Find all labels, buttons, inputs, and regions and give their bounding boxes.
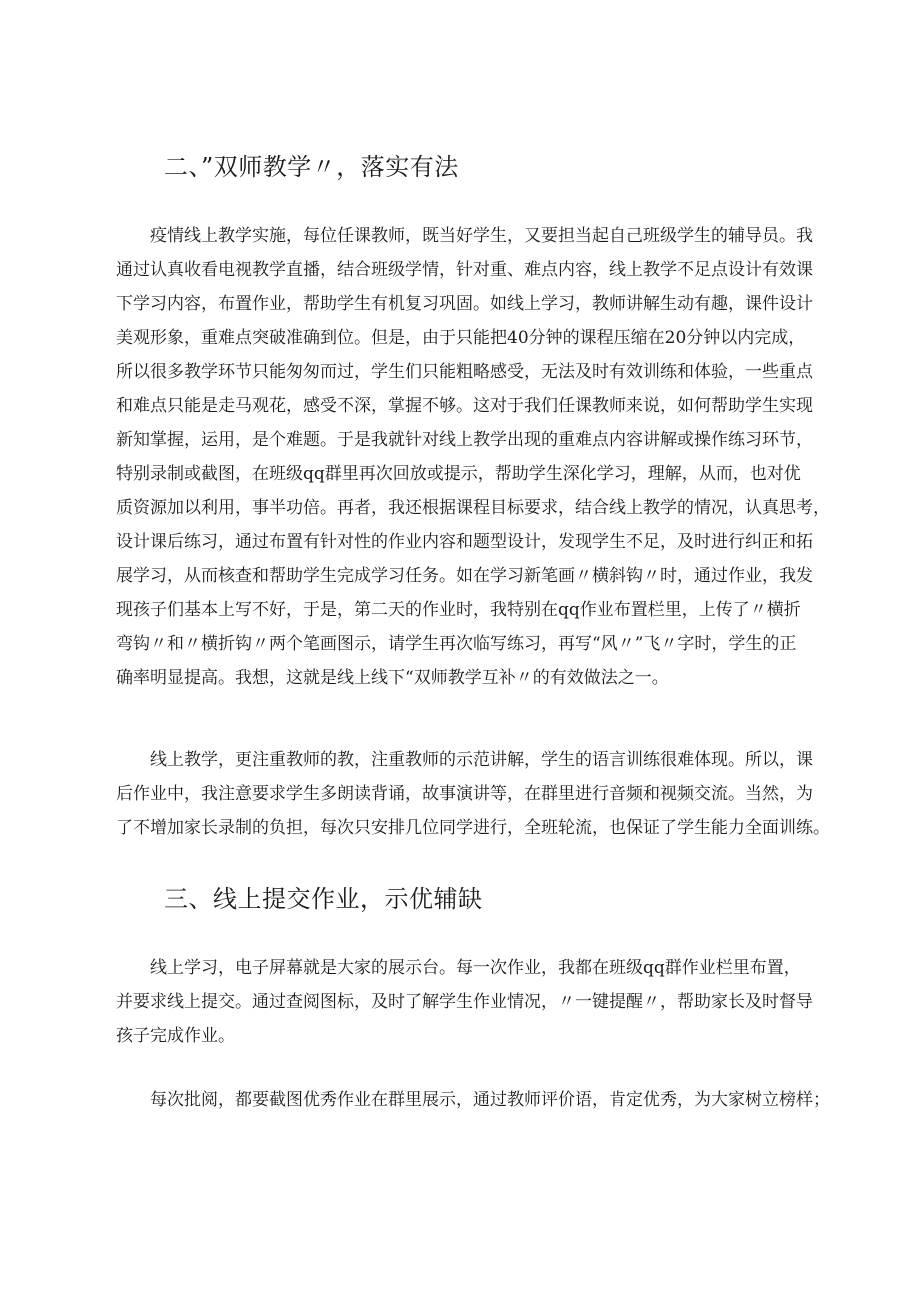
paragraph-line: 展学习，从而核查和帮助学生完成学习任务。如在学习新笔画〃横斜钩〃时，通过作业，我发 (116, 566, 813, 586)
paragraph-line: 通过认真收看电视教学直播，结合班级学情，针对重、难点内容，线上教学不足点设计有效课 (116, 260, 813, 280)
paragraph-line: 线上学习，电子屏幕就是大家的展示台。每一次作业，我都在班级qq群作业栏里布置， (150, 958, 801, 978)
paragraph (116, 219, 828, 695)
paragraph-line: 和难点只能是走马观花，感受不深，掌握不够。这对于我们任课教师来说，如何帮助学生实现 (116, 396, 813, 416)
paragraph-line: 设计课后练习，通过布置有针对性的作业内容和题型设计，发现学生不足，及时进行纠正和拓 (116, 532, 813, 552)
paragraph-line: 新知掌握，运用，是个难题。于是我就针对线上教学出现的重难点内容讲解或操作练习环节， (116, 430, 813, 450)
paragraph-line: 确率明显提高。我想，这就是线上线下“双师教学互补〃的有效做法之一。 (116, 668, 669, 688)
paragraph-line: 特别录制或截图，在班级qq群里再次回放或提示，帮助学生深化学习，理解，从而，也对优 (116, 464, 801, 484)
paragraph-line: 孩子完成作业。 (116, 1026, 235, 1046)
paragraph-line: 并要求线上提交。通过查阅图标，及时了解学生作业情况，〃一键提醒〃，帮助家长及时督导 (116, 992, 813, 1012)
paragraph (116, 951, 828, 1053)
paragraph-line: 后作业中，我注意要求学生多朗读背诵，故事演讲等，在群里进行音频和视频交流。当然，为 (116, 784, 813, 804)
paragraph-line: 弯钩〃和〃横折钩〃两个笔画图示，请学生再次临写练习，再写“风〃”飞〃字时，学生的正 (116, 634, 797, 654)
paragraph-line: 美观形象，重难点突破准确到位。但是，由于只能把40分钟的课程压缩在20分钟以内完成， (116, 328, 806, 348)
paragraph-line: 了不增加家长录制的负担，每次只安排几位同学进行，全班轮流，也保证了学生能力全面训练。 (116, 818, 830, 838)
paragraph-line: 现孩子们基本上写不好，于是，第二天的作业时，我特别在qq作业布置栏里，上传了〃横折 (116, 600, 801, 620)
paragraph (116, 1083, 828, 1117)
section-heading-2: 二、”双师教学〃，落实有法 (164, 153, 459, 181)
paragraph-line: 质资源加以利用，事半功倍。再者，我还根据课程目标要求，结合线上教学的情况，认真思考， (116, 498, 830, 518)
paragraph-line: 疫情线上教学实施，每位任课教师，既当好学生，又要担当起自己班级学生的辅导员。我 (150, 226, 813, 246)
paragraph-line: 所以很多教学环节只能匆匆而过，学生们只能粗略感受，无法及时有效训练和体验，一些重点 (116, 362, 813, 382)
paragraph-line: 线上教学，更注重教师的教，注重教师的示范讲解，学生的语言训练很难体现。所以，课 (150, 750, 813, 770)
section-heading-3: 三、线上提交作业，示优辅缺 (164, 885, 483, 913)
paragraph-line: 下学习内容，布置作业，帮助学生有机复习巩固。如线上学习，教师讲解生动有趣，课件设计 (116, 294, 813, 314)
paragraph (116, 743, 828, 845)
paragraph-line: 每次批阅，都要截图优秀作业在群里展示，通过教师评价语，肯定优秀，为大家树立榜样； (150, 1090, 830, 1110)
